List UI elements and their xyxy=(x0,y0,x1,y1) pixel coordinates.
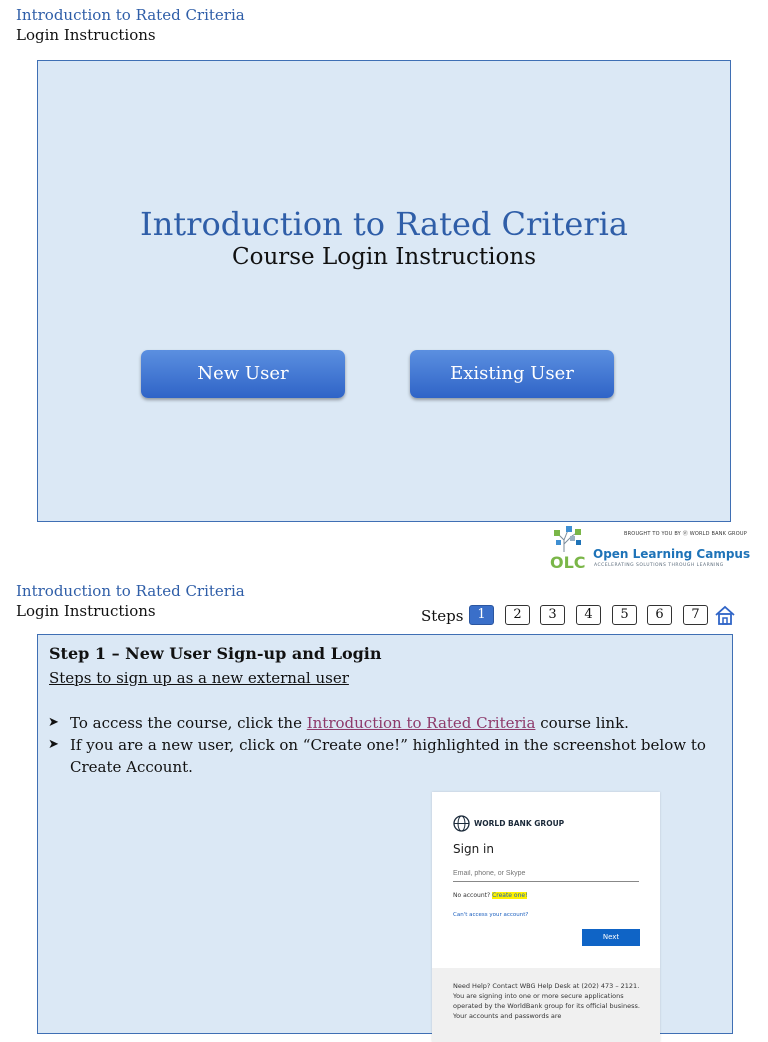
course-link[interactable]: Introduction to Rated Criteria xyxy=(306,714,536,732)
doc-header-title: Introduction to Rated Criteria xyxy=(16,6,245,24)
step-5-button[interactable]: 5 xyxy=(612,605,637,625)
bullet-arrow-icon: ➤ xyxy=(48,715,59,730)
step-4-button[interactable]: 4 xyxy=(576,605,601,625)
email-field[interactable] xyxy=(453,865,639,882)
slide-subtitle: Course Login Instructions xyxy=(232,244,536,270)
wbg-logo-text: WORLD BANK GROUP xyxy=(474,819,565,828)
create-one-link[interactable]: Create one! xyxy=(492,892,528,899)
slide-title: Introduction to Rated Criteria xyxy=(140,205,628,243)
step-3-button[interactable]: 3 xyxy=(540,605,565,625)
signin-screenshot xyxy=(432,792,660,1042)
globe-icon xyxy=(453,815,470,832)
step-heading: Step 1 – New User Sign-up and Login xyxy=(49,644,382,663)
title-slide xyxy=(37,60,731,522)
step-2-button[interactable]: 2 xyxy=(505,605,530,625)
new-user-button[interactable]: New User xyxy=(141,350,345,398)
existing-user-button[interactable]: Existing User xyxy=(410,350,614,398)
step-slide xyxy=(37,634,733,1034)
doc-header-subtitle-2: Login Instructions xyxy=(16,602,156,620)
doc-header-subtitle: Login Instructions xyxy=(16,26,156,44)
next-button[interactable]: Next xyxy=(582,929,640,946)
bullet-arrow-icon: ➤ xyxy=(48,737,59,752)
olc-name: Open Learning Campus xyxy=(593,547,751,561)
home-icon[interactable] xyxy=(714,604,736,626)
cant-access-link[interactable]: Can't access your account? xyxy=(453,912,529,918)
olc-logo-icon xyxy=(548,524,592,570)
olc-mark-text: OLC xyxy=(550,553,586,570)
step-1-button[interactable]: 1 xyxy=(469,605,494,625)
help-panel xyxy=(432,968,660,1042)
signin-title: Sign in xyxy=(453,842,494,856)
bullet-item: ➤ If you are a new user, click on “Create one!” highlighted in the screenshot below to Create Account. xyxy=(48,736,706,776)
step-6-button[interactable]: 6 xyxy=(647,605,672,625)
step-subheading: Steps to sign up as a new external user xyxy=(49,669,349,687)
steps-label: Steps xyxy=(421,607,464,625)
bullet-item: ➤ To access the course, click the Introduction to Rated Criteria course link. xyxy=(48,714,629,732)
step-7-button[interactable]: 7 xyxy=(683,605,708,625)
olc-tagline: ACCELERATING SOLUTIONS THROUGH LEARNING xyxy=(594,563,724,568)
brought-by-text: BROUGHT TO YOU BY Ⓦ WORLD BANK GROUP xyxy=(624,531,747,537)
no-account-text: No account? Create one! xyxy=(453,892,528,899)
help-text: Need Help? Contact WBG Help Desk at (202) 473 – 2121. You are signing into one or more secure applications operated by the WorldBank group for its official business. Your accounts and passwords are xyxy=(453,982,640,1020)
doc-header-title-2: Introduction to Rated Criteria xyxy=(16,582,245,600)
